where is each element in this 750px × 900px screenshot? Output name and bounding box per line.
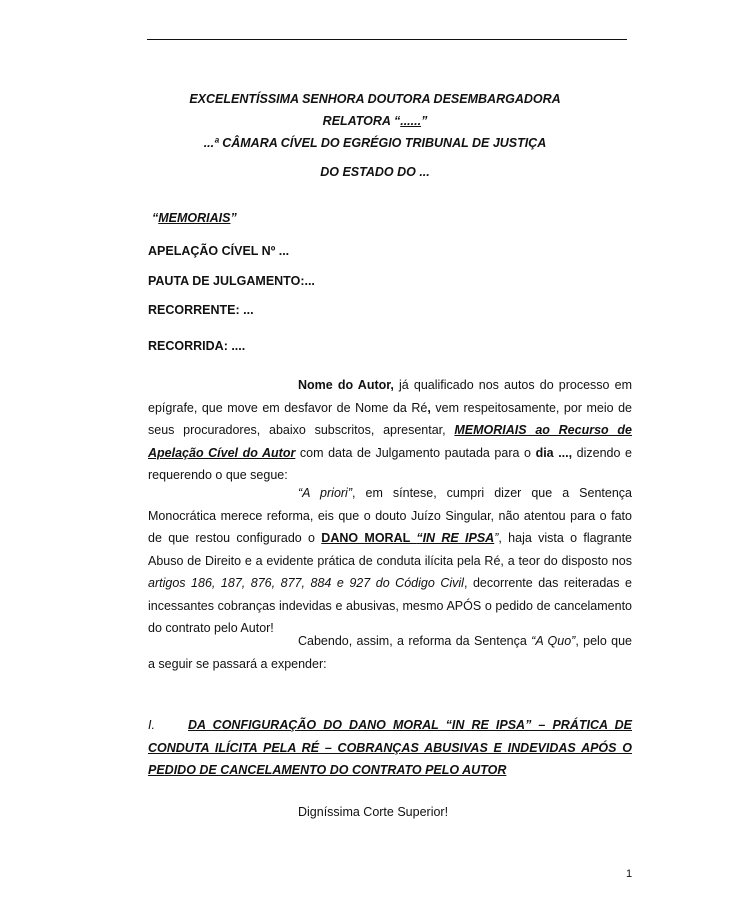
header-line-2-suffix: ”	[421, 114, 428, 128]
paragraph-intro	[148, 374, 632, 487]
section-number: I.	[148, 718, 155, 732]
in-re-ipsa-close-quote: ”	[494, 531, 499, 545]
title-text: MEMORIAIS	[158, 211, 231, 225]
artigos-reference: artigos 186, 187, 876, 877, 884 e 927 do Código Civil	[148, 576, 464, 590]
paragraph-apriori	[148, 482, 632, 640]
header-line-2-prefix: RELATORA “	[322, 114, 401, 128]
title-open-quote: “	[152, 211, 159, 225]
author-name: Nome do Autor,	[298, 378, 394, 392]
paragraph-intro-text-4: dizendo e requerendo o que segue:	[148, 445, 632, 482]
paragraph-intro-text-1: já qualificado nos autos do processo em epígrafe, que move em desfavor de Nome da Ré	[148, 378, 633, 415]
header-line-1: EXCELENTÍSSIMA SENHORA DOUTORA DESEMBARGADORA	[189, 92, 561, 106]
field-recorrente: RECORRENTE: ...	[148, 303, 254, 317]
header-line-3: ...ª CÂMARA CÍVEL DO EGRÉGIO TRIBUNAL DE JUSTIÇA	[203, 136, 547, 150]
title-close-quote: ”	[230, 211, 237, 225]
section-heading	[148, 714, 632, 782]
paragraph-intro-comma: ,	[427, 400, 431, 415]
field-apelacao: APELAÇÃO CÍVEL Nº ...	[148, 244, 290, 258]
a-quo-term: “A Quo”	[531, 634, 576, 648]
dano-moral-term: DANO MORAL	[321, 531, 417, 545]
paragraph-apriori-text-1: , em síntese, cumpri dizer que a Sentença Monocrática merece reforma, eis que o douto Juízo Singular, não atentou para o fato de que restou configurado o	[148, 486, 632, 545]
paragraph-apriori-text-3: , decorrente das reiteradas e incessantes cobranças indevidas e abusivas, mesmo APÓS o pedido de cancelamento do contrato pelo Autor!	[148, 576, 632, 635]
in-re-ipsa-term: “IN RE IPSA	[416, 531, 495, 545]
document-title	[152, 211, 237, 225]
field-pauta: PAUTA DE JULGAMENTO:...	[148, 274, 315, 288]
apriori-term: “A priori”	[298, 486, 353, 500]
top-rule	[147, 39, 627, 40]
header-line-4: DO ESTADO DO ...	[320, 165, 430, 179]
paragraph-apriori-text-2: , haja vista o flagrante Abuso de Direito e a evidente prática de conduta ilícita pela Ré, a teor do disposto nos	[148, 531, 632, 568]
header-line-2	[0, 114, 750, 128]
page-number: 1	[626, 868, 633, 880]
section-title: DA CONFIGURAÇÃO DO DANO MORAL “IN RE IPSA” – PRÁTICA DE CONDUTA ILÍCITA PELA RÉ – COBRANÇAS ABUSIVAS E INDEVIDAS APÓS O PEDIDO DE CANCELAMENTO DO CONTRATO PELO AUTOR	[148, 718, 632, 777]
salutation: Digníssima Corte Superior!	[298, 805, 449, 819]
field-recorrida: RECORRIDA: ....	[148, 339, 246, 353]
paragraph-intro-text-3: com data de Julgamento pautada para o	[295, 445, 536, 460]
relatora-name: ......	[400, 114, 422, 128]
memoriais-highlight: MEMORIAIS ao Recurso de Apelação Cível do Autor	[148, 423, 632, 460]
paragraph-intro-text-2: vem respeitosamente, por meio de seus procuradores, abaixo subscritos, apresentar,	[148, 400, 633, 437]
paragraph-reforma	[148, 630, 632, 675]
paragraph-reforma-text-1: Cabendo, assim, a reforma da Sentença	[298, 634, 532, 648]
dia-highlight: dia ...,	[535, 445, 573, 460]
paragraph-reforma-text-2: , pelo que a seguir se passará a expender:	[148, 634, 632, 671]
